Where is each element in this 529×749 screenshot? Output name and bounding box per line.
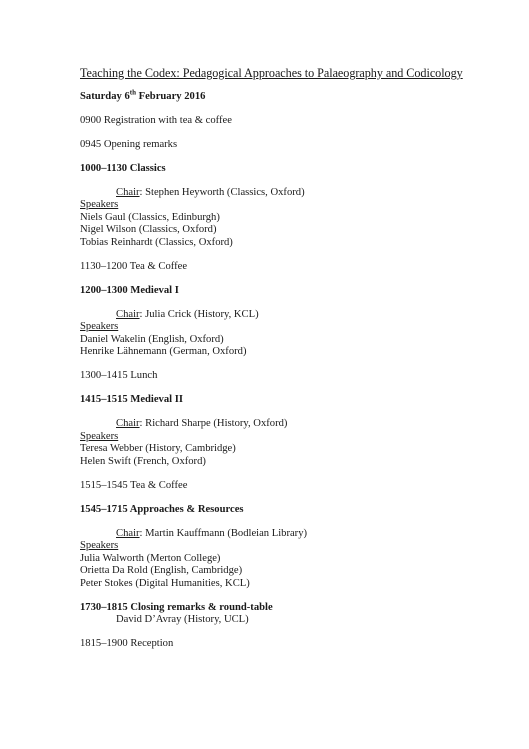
chair-label: Chair — [116, 527, 140, 539]
session-chair — [80, 187, 500, 200]
session-heading: 1200–1300 Medieval I — [80, 284, 179, 296]
speaker: Nigel Wilson (Classics, Oxford) — [80, 224, 217, 236]
item-lunch: 1300–1415 Lunch — [80, 370, 158, 382]
event-date-day: Saturday 6 — [80, 91, 130, 102]
speaker: Daniel Wakelin (English, Oxford) — [80, 333, 224, 345]
session-chair — [80, 418, 500, 431]
item-tea-afternoon: 1515–1545 Tea & Coffee — [80, 479, 188, 491]
speaker: Julia Walworth (Merton College) — [80, 552, 221, 564]
session-approaches — [80, 504, 500, 591]
item-reception: 1815–1900 Reception — [80, 638, 174, 650]
session-chair — [80, 528, 500, 541]
session-chair — [80, 309, 500, 322]
document-title: Teaching the Codex: Pedagogical Approaches to Palaeography and Codicology — [80, 66, 463, 80]
speaker: Orietta Da Rold (English, Cambridge) — [80, 565, 243, 577]
item-opening: 0945 Opening remarks — [80, 138, 178, 150]
session-heading: 1000–1130 Classics — [80, 162, 166, 174]
speaker: Helen Swift (French, Oxford) — [80, 455, 206, 467]
event-date-rest: February 2016 — [135, 91, 206, 102]
session-presenter: David D’Avray (History, UCL) — [116, 614, 249, 626]
item-tea-morning: 1130–1200 Tea & Coffee — [80, 260, 188, 272]
speakers-label: Speakers — [80, 199, 119, 211]
item-registration: 0900 Registration with tea & coffee — [80, 114, 232, 126]
session-heading: 1730–1815 Closing remarks & round-table — [80, 601, 273, 613]
chair-name: : Martin Kauffmann (Bodleian Library) — [139, 527, 308, 539]
chair-label: Chair — [116, 308, 140, 320]
session-medieval-2 — [80, 394, 500, 468]
speaker: Tobias Reinhardt (Classics, Oxford) — [80, 236, 233, 248]
chair-label: Chair — [116, 418, 140, 430]
session-heading: 1415–1515 Medieval II — [80, 394, 183, 406]
speakers-label: Speakers — [80, 430, 119, 442]
session-heading: 1545–1715 Approaches & Resources — [80, 503, 244, 515]
programme — [80, 88, 500, 651]
session-medieval-1 — [80, 285, 500, 359]
chair-name: : Stephen Heyworth (Classics, Oxford) — [139, 186, 305, 198]
speaker: Niels Gaul (Classics, Edinburgh) — [80, 211, 220, 223]
event-date-ordinal: th — [129, 88, 136, 97]
session-closing — [80, 602, 500, 627]
speaker: Teresa Webber (History, Cambridge) — [80, 443, 236, 455]
chair-label: Chair — [116, 186, 140, 198]
speaker: Peter Stokes (Digital Humanities, KCL) — [80, 577, 250, 589]
session-classics — [80, 163, 500, 250]
speakers-label: Speakers — [80, 540, 119, 552]
chair-name: : Julia Crick (History, KCL) — [139, 308, 259, 320]
speaker: Henrike Lähnemann (German, Oxford) — [80, 346, 247, 358]
speakers-label: Speakers — [80, 321, 119, 333]
chair-name: : Richard Sharpe (History, Oxford) — [139, 418, 288, 430]
event-date — [80, 88, 500, 104]
